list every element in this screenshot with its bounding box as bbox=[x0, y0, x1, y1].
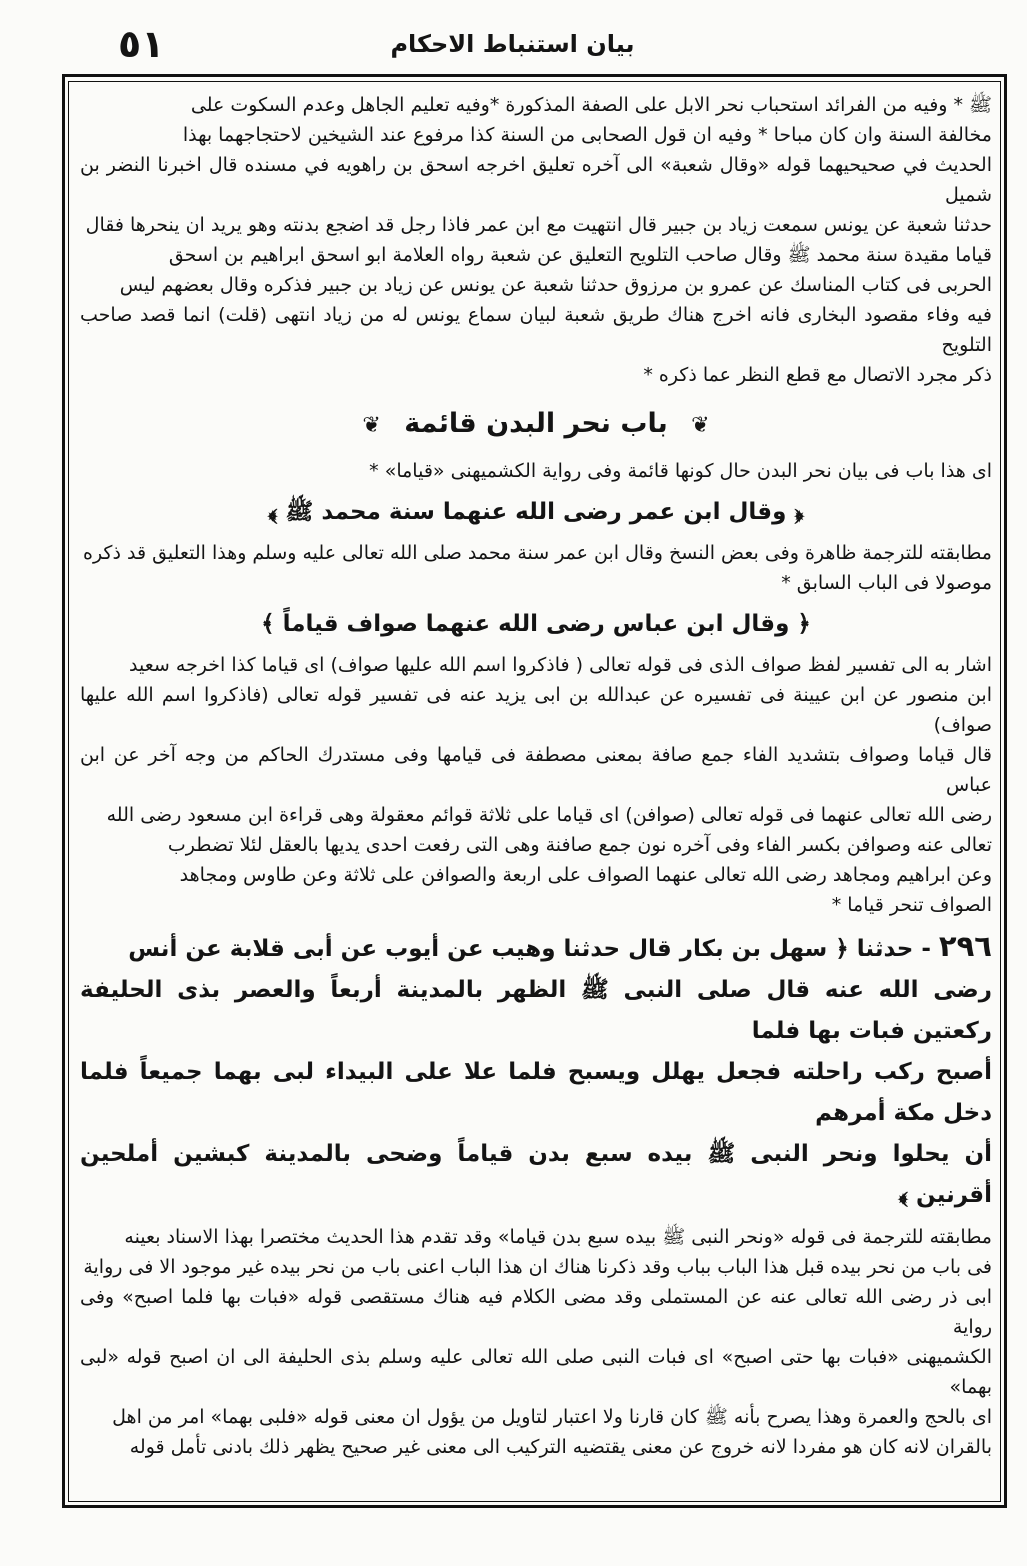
ibn-umar-heading: ﴿ وقال ابن عمر رضى الله عنهما سنة محمد ﷺ ﴾ bbox=[268, 499, 804, 525]
ornament-left-icon: ❦ bbox=[362, 413, 381, 438]
ibn-abbas-heading: ﴿ وقال ابن عباس رضى الله عنهما صواف قياماً ﴾ bbox=[261, 611, 811, 637]
running-title: بيان استنباط الاحكام bbox=[390, 30, 635, 58]
hadith-block: ٢٩٦ - حدثنا ﴿ سهل بن بكار قال حدثنا وهيب عن أيوب عن أبى قلابة عن أنس رضى الله عنه قال صلى النبى ﷺ الظهر بالمدينة أربعاً والعصر بذى الحليفة ركعتين فبات بها فلما أصبح ركب راحلته فجعل يهلل ويسبح فلما علا على البيداء لبى بهما جميعاً فلما دخل مكة أمرهم أن يحلوا ونحر النبى ﷺ بيده سبع بدن قياماً وضحى بالمدينة كبشين أملحين أقرنين ﴾ bbox=[80, 929, 992, 1208]
ornament-right-icon: ❦ bbox=[691, 413, 710, 438]
chapter-title: باب نحر البدن قائمة bbox=[404, 408, 668, 439]
ibn-abbas-commentary: اشار به الى تفسير لفظ صواف الذى فى قوله تعالى ( فاذكروا اسم الله عليها صواف) اى قياما كذا اخرجه سعيد ابن منصور عن ابن عيينة فى تفسيره عن عبدالله بن ابى يزيد عنه فى تفسير قوله تعالى (فاذكروا اسم الله عليها صواف) قال قياما وصواف بتشديد الفاء جمع صافة بمعنى مصطفة فى قيامها وفى مستدرك الحاكم من وجه آخر عن ابن عباس رضى الله تعالى عنهما فى قوله تعالى (صوافن) اى قياما على ثلاثة قوائم معقولة وهى قراءة ابن مسعود رضى الله تعالى عنه وصوافن بكسر الفاء وفى آخره نون جمع صافنة وهى التى رفعت احدى يديها بالعقل لئلا تضطرب وعن ابراهيم ومجاهد رضى الله تعالى عنهما الصواف على اربعة والصوافن على ثلاثة وعن طاوس ومجاهد الصواف تنحر قياما * bbox=[80, 654, 992, 916]
hadith-text: حدثنا ﴿ سهل بن بكار قال حدثنا وهيب عن أيوب عن أبى قلابة عن أنس رضى الله عنه قال صلى النبى ﷺ الظهر بالمدينة أربعاً والعصر بذى الحليفة ركعتين فبات بها فلما أصبح ركب راحلته فجعل يهلل ويسبح فلما علا على البيداء لبى بهما جميعاً فلما دخل مكة أمرهم أن يحلوا ونحر النبى ﷺ بيده سبع بدن قياماً وضحى بالمدينة كبشين أملحين أقرنين ﴾ bbox=[80, 936, 992, 1208]
page-body bbox=[80, 90, 992, 1498]
hadith-number: ٢٩٦ bbox=[938, 929, 992, 963]
chapter-heading bbox=[80, 404, 992, 444]
chapter-explanation: اى هذا باب فى بيان نحر البدن حال كونها قائمة وفى رواية الكشميهنى «قياما» * bbox=[369, 460, 992, 482]
commentary-paragraph-1: ﷺ * وفيه من الفرائد استحباب نحر الابل على الصفة المذكورة *وفيه تعليم الجاهل وعدم السكوت على مخالفة السنة وان كان مباحا * وفيه ان قول الصحابى من السنة كذا مرفوع عند الشيخين لاحتجاجهما بهذا الحديث في صحيحيهما قوله «وقال شعبة» الى آخره تعليق اخرجه اسحق بن راهويه في مسنده قال اخبرنا النضر بن شميل حدثنا شعبة عن يونس سمعت زياد بن جبير قال انتهيت مع ابن عمر فاذا رجل قد اضجع بدنته وهو يريد ان ينحرها فقال قياما مقيدة سنة محمد ﷺ وقال صاحب التلويح التعليق عن شعبة رواه العلامة ابو اسحق ابراهيم بن اسحق الحربى فى كتاب المناسك عن عمرو بن مرزوق حدثنا شعبة عن يونس عن زياد بن جبير فذكره وقال بعضهم ليس فيه وفاء مقصود البخارى فانه اخرج هناك طريق شعبة لبيان سماع يونس له من زياد انتهى (قلت) انما قصد صاحب التلويح ذكر مجرد الاتصال مع قطع النظر عما ذكره * bbox=[80, 94, 992, 386]
commentary-paragraph-final: مطابقته للترجمة فى قوله «ونحر النبى ﷺ بيده سبع بدن قياما» وقد تقدم هذا الحديث مختصرا بهذا الاسناد بعينه فى باب من نحر بيده قبل هذا الباب بباب وقد ذكرنا هناك ان هذا الباب اعنى باب من نحر بيده غير موجود الا فى رواية ابى ذر رضى الله تعالى عنه عن المستملى وقد مضى الكلام فيه هناك مستقصى قوله «فبات بها فلما اصبح» وفى رواية الكشميهنى «فبات بها حتى اصبح» اى فبات النبى صلى الله تعالى عليه وسلم بذى الحليفة الى ان اصبح قوله «لبى بهما» اى بالحج والعمرة وهذا يصرح بأنه ﷺ كان قارنا ولا اعتبار لتاويل من يؤول ان معنى قوله «فلبى بهما» امر من اهل بالقران لانه كان هو مفردا لانه خروج عن معنى يقتضيه التركيب الى معنى غير صحيح يظهر ذلك بادنى تأمل قوله bbox=[80, 1226, 992, 1458]
page-number: ٥١ bbox=[118, 22, 165, 66]
ibn-umar-commentary: مطابقته للترجمة ظاهرة وفى بعض النسخ وقال ابن عمر سنة محمد صلى الله تعالى عليه وسلم وهذا التعليق قد ذكره موصولا فى الباب السابق * bbox=[82, 542, 992, 594]
page-header bbox=[60, 22, 965, 74]
